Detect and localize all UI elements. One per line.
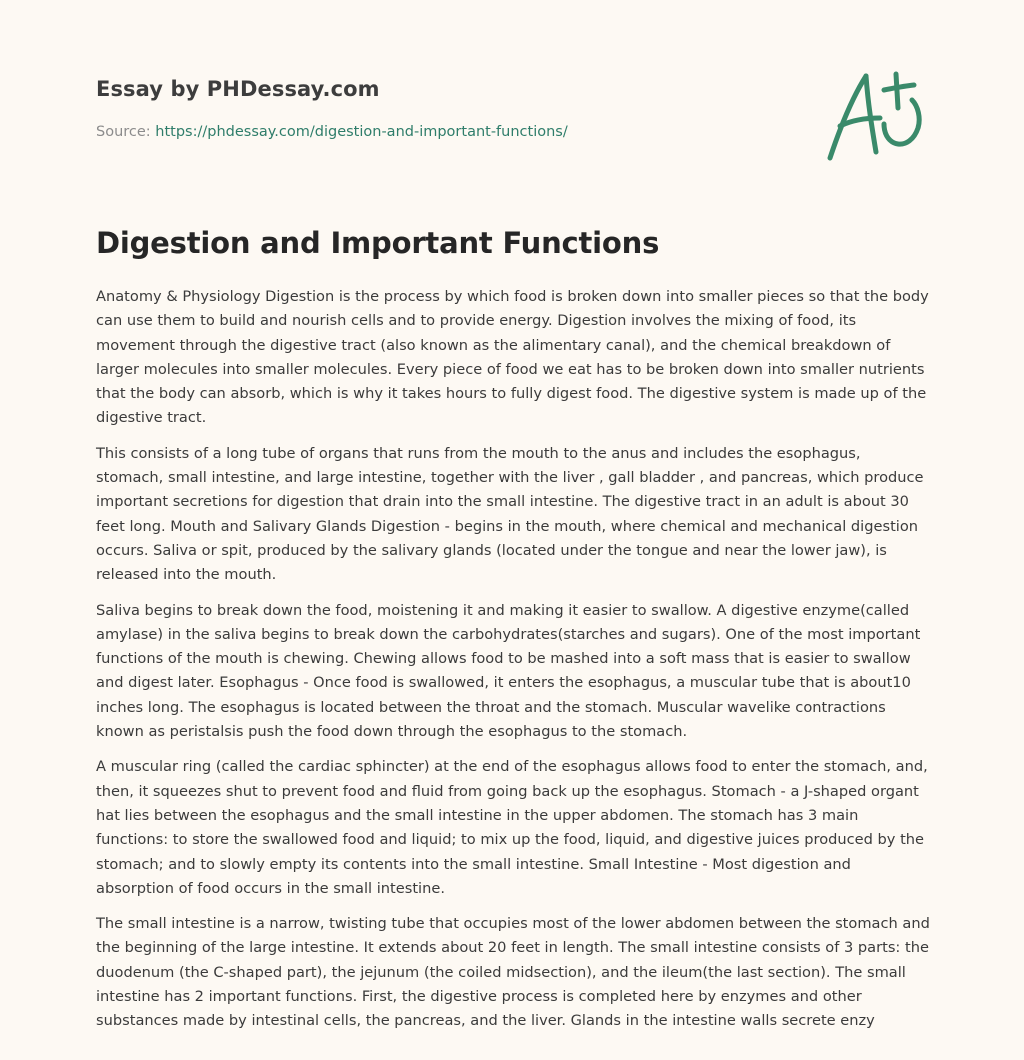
source-label: Source: bbox=[96, 124, 156, 140]
source-link[interactable]: https://phdessay.com/digestion-and-important-functions/ bbox=[155, 124, 568, 140]
essay-title: Digestion and Important Functions bbox=[96, 226, 660, 260]
essay-paragraph: The small intestine is a narrow, twisting tube that occupies most of the lower abdomen between the stomach and the beginning of the large intestine. It extends about 20 feet in length. The small intestine consists of 3 parts: the duodenum (the C-shaped part), the jejunum (the coiled midsection), and the ileum(the last section). The small intestine has 2 important functions. First, the digestive process is completed here by enzymes and other substances made by intestinal cells, the pancreas, and the liver. Glands in the intestine walls secrete enzy bbox=[96, 915, 930, 1030]
essay-paragraph: Anatomy & Physiology Digestion is the process by which food is broken down into smaller pieces so that the body can use them to build and nourish cells and to provide energy. Digestion involves the mixing of food, its movement through the digestive tract (also known as the alimentary canal), and the chemical breakdown of larger molecules into smaller molecules. Every piece of food we eat has to be broken down into smaller nutrients that the body can absorb, which is why it takes hours to fully digest food. The digestive system is made up of the digestive tract. bbox=[96, 288, 929, 427]
essay-paragraph: A muscular ring (called the cardiac sphincter) at the end of the esophagus allows food to enter the stomach, and, then, it squeezes shut to prevent food and fluid from going back up the esophagus. Stomach - a J-shaped organt hat lies between the esophagus and the small intestine in the upper abdomen. The stomach has 3 main functions: to store the swallowed food and liquid; to mix up the food, liquid, and digestive juices produced by the stomach; and to slowly empty its contents into the small intestine. Small Intestine - Most digestion and absorption of food occurs in the small intestine. bbox=[96, 758, 928, 897]
essay-body bbox=[96, 285, 930, 1045]
a-plus-grade-icon bbox=[822, 68, 928, 164]
essay-paragraph: Saliva begins to break down the food, moistening it and making it easier to swallow. A digestive enzyme(called amylase) in the saliva begins to break down the carbohydrates(starches and sugars). One of the most important functions of the mouth is chewing. Chewing allows food to be mashed into a soft mass that is easier to swallow and digest later. Esophagus - Once food is swallowed, it enters the esophagus, a muscular tube that is about10 inches long. The esophagus is located between the throat and the stomach. Muscular wavelike contractions known as peristalsis push the food down through the esophagus to the stomach. bbox=[96, 601, 921, 741]
essay-paragraph: This consists of a long tube of organs that runs from the mouth to the anus and includes the esophagus, stomach, small intestine, and large intestine, together with the liver , gall bladder , and pancreas, which produce important secretions for digestion that drain into the small intestine. The digestive tract in an adult is about 30 feet long. Mouth and Salivary Glands Digestion - begins in the mouth, where chemical and mechanical digestion occurs. Saliva or spit, produced by the salivary glands (located under the tongue and near the lower jaw), is released into the mouth. bbox=[96, 444, 924, 584]
source-line bbox=[96, 124, 568, 140]
site-brand: Essay by PHDessay.com bbox=[96, 77, 380, 101]
